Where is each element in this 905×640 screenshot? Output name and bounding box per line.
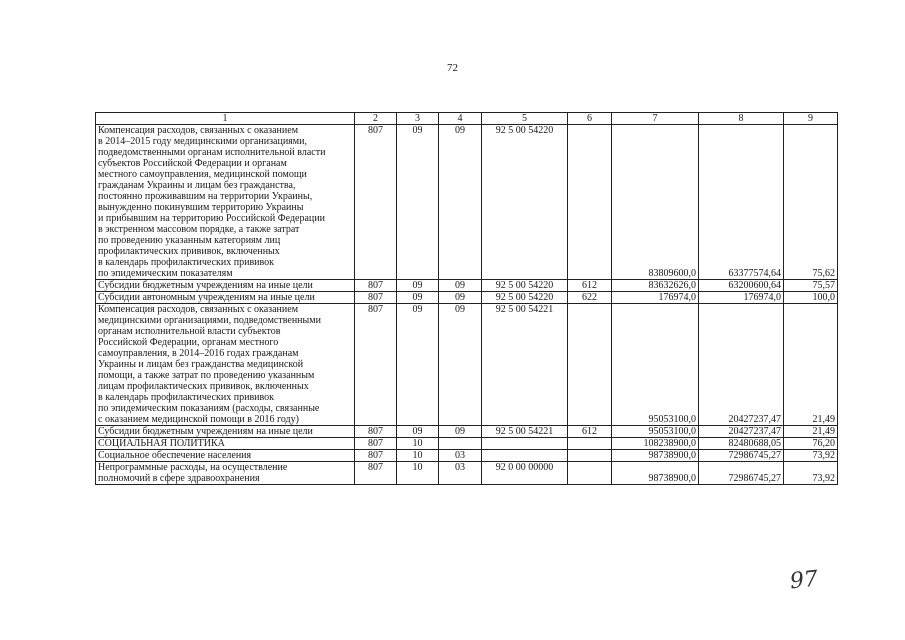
- cell-ministry: 807: [355, 292, 397, 304]
- cell-executed: 176974,0: [699, 292, 784, 304]
- cell-subsection: [439, 438, 482, 450]
- cell-expense-type: [568, 304, 612, 426]
- cell-percent: 73,92: [784, 462, 838, 485]
- column-header: 2: [355, 113, 397, 125]
- cell-planned: 83809600,0: [612, 125, 699, 280]
- cell-section: 10: [397, 450, 439, 462]
- header-row: [96, 113, 838, 125]
- cell-subsection: 09: [439, 125, 482, 280]
- page-number: 72: [447, 62, 458, 74]
- cell-planned: 176974,0: [612, 292, 699, 304]
- cell-executed: 63200600,64: [699, 280, 784, 292]
- cell-ministry: 807: [355, 125, 397, 280]
- column-header: 3: [397, 113, 439, 125]
- cell-section: 09: [397, 125, 439, 280]
- cell-target-article: 92 5 00 54220: [482, 292, 568, 304]
- cell-target-article: 92 5 00 54221: [482, 304, 568, 426]
- cell-executed: 72986745,27: [699, 450, 784, 462]
- cell-subsection: 09: [439, 426, 482, 438]
- cell-target-article: [482, 450, 568, 462]
- cell-planned: 95053100,0: [612, 426, 699, 438]
- cell-expense-type: 612: [568, 426, 612, 438]
- budget-table: [95, 112, 838, 485]
- table-row: [96, 426, 838, 438]
- cell-executed: 63377574,64: [699, 125, 784, 280]
- cell-target-article: 92 5 00 54221: [482, 426, 568, 438]
- table-row: [96, 125, 838, 280]
- row-name: Компенсация расходов, связанных с оказанием в 2014–2015 году медицинскими организациями, подведомственными органам исполнительной власти субъектов Российской Федерации и органам местного самоуправления, медицинской помощи гражданам Украины и лицам без гражданства, постоянно проживавшим на территории Украины, вынужденно покинувшим территорию Украины и прибывшим на территорию Российской Федерации в экстренном массовом порядке, а также затрат по проведению указанным категориям лиц профилактических прививок, включенных в календарь профилактических прививок по эпидемическим показателям: [96, 125, 355, 280]
- cell-percent: 21,49: [784, 426, 838, 438]
- cell-section: 09: [397, 426, 439, 438]
- handwritten-page-number: 97: [788, 566, 820, 595]
- cell-percent: 75,62: [784, 125, 838, 280]
- cell-section: 09: [397, 304, 439, 426]
- cell-subsection: 09: [439, 292, 482, 304]
- cell-ministry: 807: [355, 426, 397, 438]
- cell-percent: 75,57: [784, 280, 838, 292]
- cell-expense-type: [568, 462, 612, 485]
- column-header: 1: [96, 113, 355, 125]
- cell-percent: 100,0: [784, 292, 838, 304]
- column-header: 8: [699, 113, 784, 125]
- cell-executed: 82480688,05: [699, 438, 784, 450]
- cell-expense-type: [568, 438, 612, 450]
- row-name: Компенсация расходов, связанных с оказанием медицинскими организациями, подведомственными органам исполнительной власти субъектов Российской Федерации, органам местного самоуправления, в 2014–2016 годах гражданам Украины и лицам без гражданства медицинской помощи, а также затрат по проведению указанным лицам профилактических прививок, включенных в календарь профилактических прививок по эпидемическим показаниям (расходы, связанные с оказанием медицинской помощи в 2016 году): [96, 304, 355, 426]
- table-row: [96, 438, 838, 450]
- cell-ministry: 807: [355, 304, 397, 426]
- cell-ministry: 807: [355, 462, 397, 485]
- row-name: Непрограммные расходы, на осуществление полномочий в сфере здравоохранения: [96, 462, 355, 485]
- cell-target-article: 92 5 00 54220: [482, 280, 568, 292]
- cell-executed: 20427237,47: [699, 426, 784, 438]
- cell-subsection: 09: [439, 280, 482, 292]
- cell-percent: 21,49: [784, 304, 838, 426]
- cell-section: 09: [397, 292, 439, 304]
- row-name: СОЦИАЛЬНАЯ ПОЛИТИКА: [96, 438, 355, 450]
- cell-planned: 95053100,0: [612, 304, 699, 426]
- cell-ministry: 807: [355, 280, 397, 292]
- table-row: [96, 292, 838, 304]
- table-row: [96, 280, 838, 292]
- cell-executed: 72986745,27: [699, 462, 784, 485]
- cell-planned: 83632626,0: [612, 280, 699, 292]
- table-row: [96, 450, 838, 462]
- column-header: 6: [568, 113, 612, 125]
- cell-expense-type: 622: [568, 292, 612, 304]
- cell-target-article: 92 5 00 54220: [482, 125, 568, 280]
- cell-subsection: 03: [439, 462, 482, 485]
- column-header: 4: [439, 113, 482, 125]
- row-name: Социальное обеспечение населения: [96, 450, 355, 462]
- cell-target-article: [482, 438, 568, 450]
- cell-executed: 20427237,47: [699, 304, 784, 426]
- cell-subsection: 03: [439, 450, 482, 462]
- cell-section: 10: [397, 438, 439, 450]
- column-header: 5: [482, 113, 568, 125]
- cell-section: 09: [397, 280, 439, 292]
- cell-planned: 98738900,0: [612, 450, 699, 462]
- cell-target-article: 92 0 00 00000: [482, 462, 568, 485]
- cell-section: 10: [397, 462, 439, 485]
- row-name: Субсидии бюджетным учреждениям на иные цели: [96, 280, 355, 292]
- cell-ministry: 807: [355, 450, 397, 462]
- table-row: [96, 304, 838, 426]
- cell-planned: 108238900,0: [612, 438, 699, 450]
- cell-percent: 76,20: [784, 438, 838, 450]
- cell-percent: 73,92: [784, 450, 838, 462]
- column-header: 7: [612, 113, 699, 125]
- cell-subsection: 09: [439, 304, 482, 426]
- cell-ministry: 807: [355, 438, 397, 450]
- row-name: Субсидии бюджетным учреждениям на иные цели: [96, 426, 355, 438]
- column-header: 9: [784, 113, 838, 125]
- table-row: [96, 462, 838, 485]
- cell-expense-type: [568, 450, 612, 462]
- row-name: Субсидии автономным учреждениям на иные цели: [96, 292, 355, 304]
- cell-planned: 98738900,0: [612, 462, 699, 485]
- cell-expense-type: [568, 125, 612, 280]
- cell-expense-type: 612: [568, 280, 612, 292]
